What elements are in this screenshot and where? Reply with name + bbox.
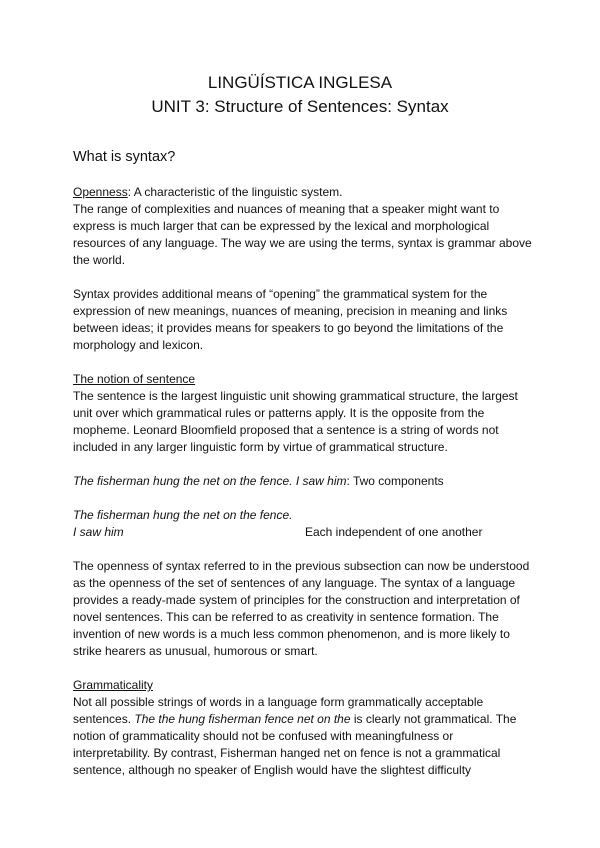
section-question: What is syntax?	[73, 149, 176, 165]
grammaticality-heading: Grammaticality	[73, 678, 154, 692]
openness-heading-rest: : A characteristic of the linguistic system.	[127, 185, 343, 199]
sentence-paragraph-2: The openness of syntax referred to in the previous subsection can now be understood as the openness of the set of sentences of any language. The syntax of a language provides a ready-made system of principles for the construction and interpretation of novel sentences. This can be referred to as creativity in sentence formation. The invention of new words is a much less common phenomenon, and is more likely to strike hearers as unusual, humorous or smart.	[73, 559, 530, 658]
openness-heading: Openness	[73, 185, 128, 199]
grammaticality-paragraph-start: Not all possible strings of words in a language form grammatically acceptable sentences.	[73, 695, 484, 726]
grammaticality-paragraph-italic: The the hung fisherman fence net on the	[134, 712, 351, 726]
grammaticality-paragraph	[73, 694, 533, 779]
sentence-heading-line	[73, 371, 533, 388]
document-body	[73, 184, 533, 779]
openness-paragraph-1: The range of complexities and nuances of meaning that a speaker might want to express is much larger that can be expressed by the lexical and morphological resources of any language. The way we are using the terms, syntax is grammar above the world.	[73, 202, 532, 267]
grammaticality-paragraph-rest: is clearly not grammatical. The notion of grammaticality should not be confused with meaningfulness or interpretability. By contrast, Fisherman hanged net on fence is not a grammatical sentence, although no speaker of English would have the slightest difficulty	[73, 712, 517, 777]
sentence-example-1-italic: The fisherman hung the net on the fence. I saw him	[73, 474, 347, 488]
openness-paragraph-2: Syntax provides additional means of “opening” the grammatical system for the expression of new meanings, nuances of meaning, precision in meaning and links between ideas; it provides means for speakers to go beyond the limitations of the morphology and lexicon.	[73, 287, 508, 352]
sentence-example-2-line-1: The fisherman hung the net on the fence.	[73, 508, 293, 522]
sentence-example-2-line-2	[73, 524, 533, 541]
document-title	[0, 71, 600, 119]
sentence-example-1	[73, 473, 533, 490]
sentence-paragraph-1: The sentence is the largest linguistic unit showing grammatical structure, the largest unit over which grammatical rules or patterns apply. It is the opposite from the mopheme. Leonard Bloomfield proposed that a sentence is a string of words not included in any larger linguistic form by virtue of grammatical structure.	[73, 389, 518, 454]
grammaticality-heading-line	[73, 677, 533, 694]
sentence-example-2-left: I saw him	[73, 525, 124, 539]
title-line-1: LINGÜÍSTICA INGLESA	[207, 73, 393, 92]
title-line-2: UNIT 3: Structure of Sentences: Syntax	[151, 97, 449, 116]
openness-heading-line	[73, 184, 533, 201]
sentence-heading: The notion of sentence	[73, 372, 196, 386]
sentence-example-1-rest: : Two components	[346, 474, 444, 488]
sentence-example-2-right: Each independent of one another	[305, 525, 483, 539]
